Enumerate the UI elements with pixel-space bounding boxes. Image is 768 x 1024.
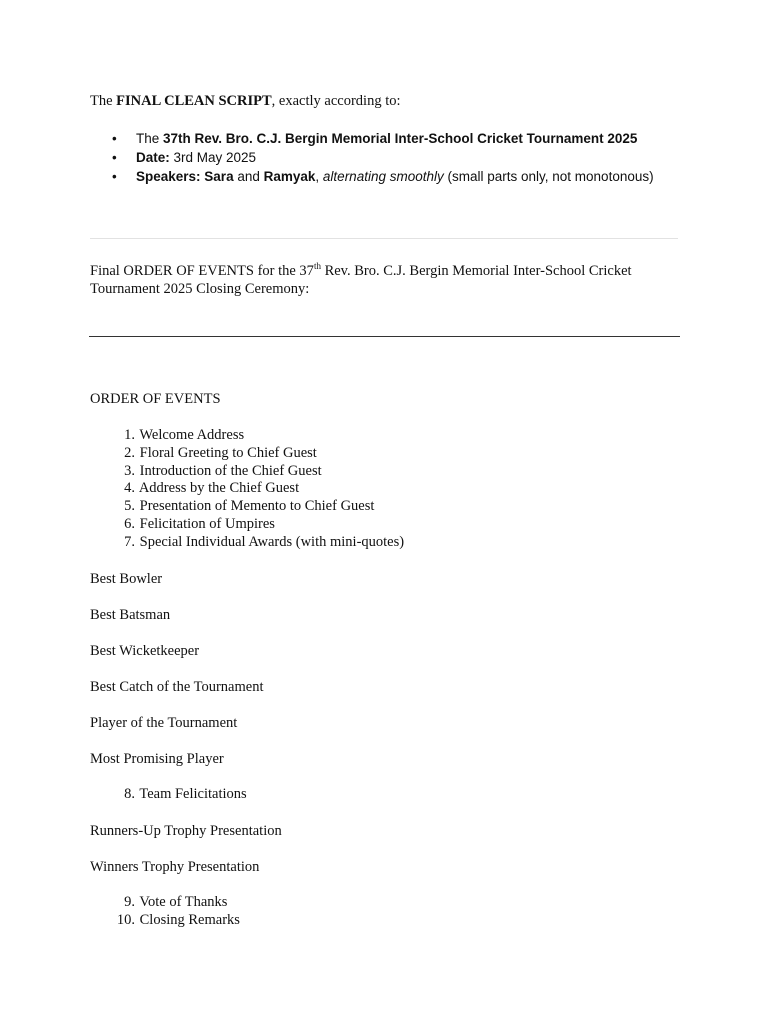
events-list-2: [110, 786, 247, 804]
list-item: 8. Team Felicitations: [124, 786, 247, 802]
trophy-item: Runners-Up Trophy Presentation: [90, 823, 282, 839]
speaker-name-1: Sara: [200, 169, 234, 184]
list-item: 4. Address by the Chief Guest: [124, 480, 300, 497]
list-item: 10. Closing Remarks: [116, 911, 240, 928]
list-item: 1. Welcome Address: [124, 427, 245, 443]
list-item: 3. Introduction of the Chief Guest: [124, 462, 322, 479]
list-item: 6. Felicitation of Umpires: [124, 515, 275, 532]
award-item: Best Wicketkeeper: [90, 643, 200, 659]
bullet-speakers: • Speakers: Sara and Ramyak, alternating smoothly (small parts only, not monotonous): [112, 167, 672, 186]
list-item: 9. Vote of Thanks: [124, 894, 228, 910]
details-bullet-list: [112, 129, 672, 186]
award-item: Best Catch of the Tournament: [90, 679, 264, 695]
bullet-date: [112, 148, 672, 167]
date-label: Date:: [136, 150, 170, 165]
award-item: Best Batsman: [90, 607, 171, 623]
intro-line: [90, 93, 401, 110]
speakers-note: (small parts only, not monotonous): [443, 169, 654, 184]
award-item: Best Bowler: [90, 571, 163, 587]
list-item: 2. Floral Greeting to Chief Guest: [124, 444, 317, 461]
events-list-3: [110, 894, 240, 930]
events-list-1: [110, 427, 404, 552]
final-order-intro: Final ORDER OF EVENTS for the 37th Rev. Bro. C.J. Bergin Memorial Inter-School Cricket Tournament 2025 Closing Ceremony:: [90, 261, 632, 297]
list-item: 5. Presentation of Memento to Chief Guest: [124, 498, 375, 515]
list-item: 7. Special Individual Awards (with mini-quotes): [124, 533, 405, 550]
award-item: Player of the Tournament: [90, 715, 238, 731]
speakers-label: Speakers:: [136, 169, 201, 184]
order-heading: ORDER OF EVENTS: [90, 391, 221, 407]
date-value: 3rd May 2025: [169, 150, 257, 165]
speaker-name-2: Ramyak: [263, 169, 316, 184]
intro-bold: FINAL CLEAN SCRIPT: [116, 93, 272, 109]
speakers-note-italic: alternating smoothly: [322, 169, 444, 184]
tournament-name: 37th Rev. Bro. C.J. Bergin Memorial Inter-School Cricket Tournament 2025: [163, 131, 638, 146]
divider-light: [90, 238, 678, 239]
intro-suffix: , exactly according to:: [271, 93, 401, 109]
trophy-item: Winners Trophy Presentation: [90, 859, 260, 875]
award-item: Most Promising Player: [90, 751, 224, 767]
divider-dark: [89, 336, 680, 337]
bullet-tournament: • The 37th Rev. Bro. C.J. Bergin Memorial Inter-School Cricket Tournament 2025: [112, 129, 672, 148]
intro-prefix: The: [90, 93, 117, 109]
